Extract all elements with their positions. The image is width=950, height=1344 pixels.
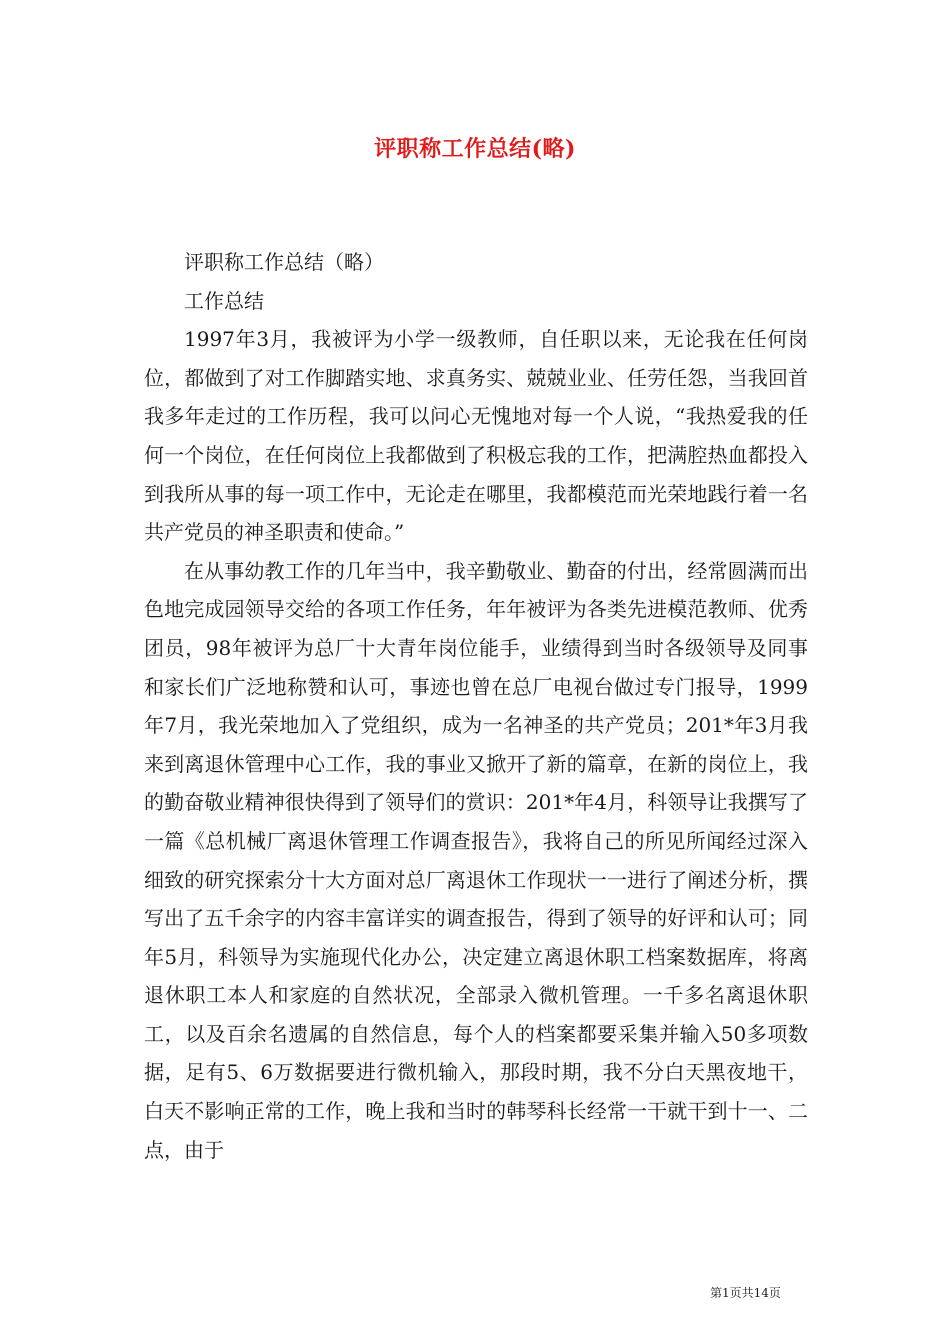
page-number-footer: 第1页共14页	[710, 1286, 781, 1300]
body-paragraph-2: 在从事幼教工作的几年当中，我辛勤敬业、勤奋的付出，经常圆满而出色地完成园领导交给的各项工作任务，年年被评为各类先进模范教师、优秀团员，98年被评为总厂十大青年岗位能手，业绩得到当时各级领导及同事和家长们广泛地称赞和认可，事迹也曾在总厂电视台做过专门报导，1999年7月，我光荣地加入了党组织，成为一名神圣的共产党员；201*年3月我来到离退休管理中心工作，我的事业又掀开了新的篇章，在新的岗位上，我的勤奋敬业精神很快得到了领导们的赏识：201*年4月，科领导让我撰写了一篇《总机械厂离退休管理工作调查报告》，我将自己的所见所闻经过深入细致的研究探索分十大方面对总厂离退休工作现状一一进行了阐述分析，撰写出了五千余字的内容丰富详实的调查报告，得到了领导的好评和认可；同年5月，科领导为实施现代化办公，决定建立离退休职工档案数据库，将离退休职工本人和家庭的自然状况，全部录入微机管理。一千多名离退休职工，以及百余名遗属的自然信息，每个人的档案都要采集并输入50多项数据，足有5、6万数据要进行微机输入，那段时期，我不分白天黑夜地干，白天不影响正常的工作，晚上我和当时的韩琴科长经常一干就干到十一、二点，由于	[144, 558, 808, 1162]
body-paragraph-heading: 评职称工作总结（略）	[184, 250, 384, 274]
body-paragraph-subheading: 工作总结	[184, 288, 264, 313]
document-body	[144, 243, 808, 1169]
document-title: 评职称工作总结(略)	[374, 136, 576, 162]
body-paragraph-1: 1997年3月，我被评为小学一级教师，自任职以来，无论我在任何岗位，都做到了对工作脚踏实地、求真务实、兢兢业业、任劳任怨，当我回首我多年走过的工作历程，我可以问心无愧地对每一个人说，“我热爱我的任何一个岗位，在任何岗位上我都做到了积极忘我的工作，把满腔热血都投入到我所从事的每一项工作中，无论走在哪里，我都模范而光荣地践行着一名共产党员的神圣职责和使命。”	[144, 327, 808, 545]
